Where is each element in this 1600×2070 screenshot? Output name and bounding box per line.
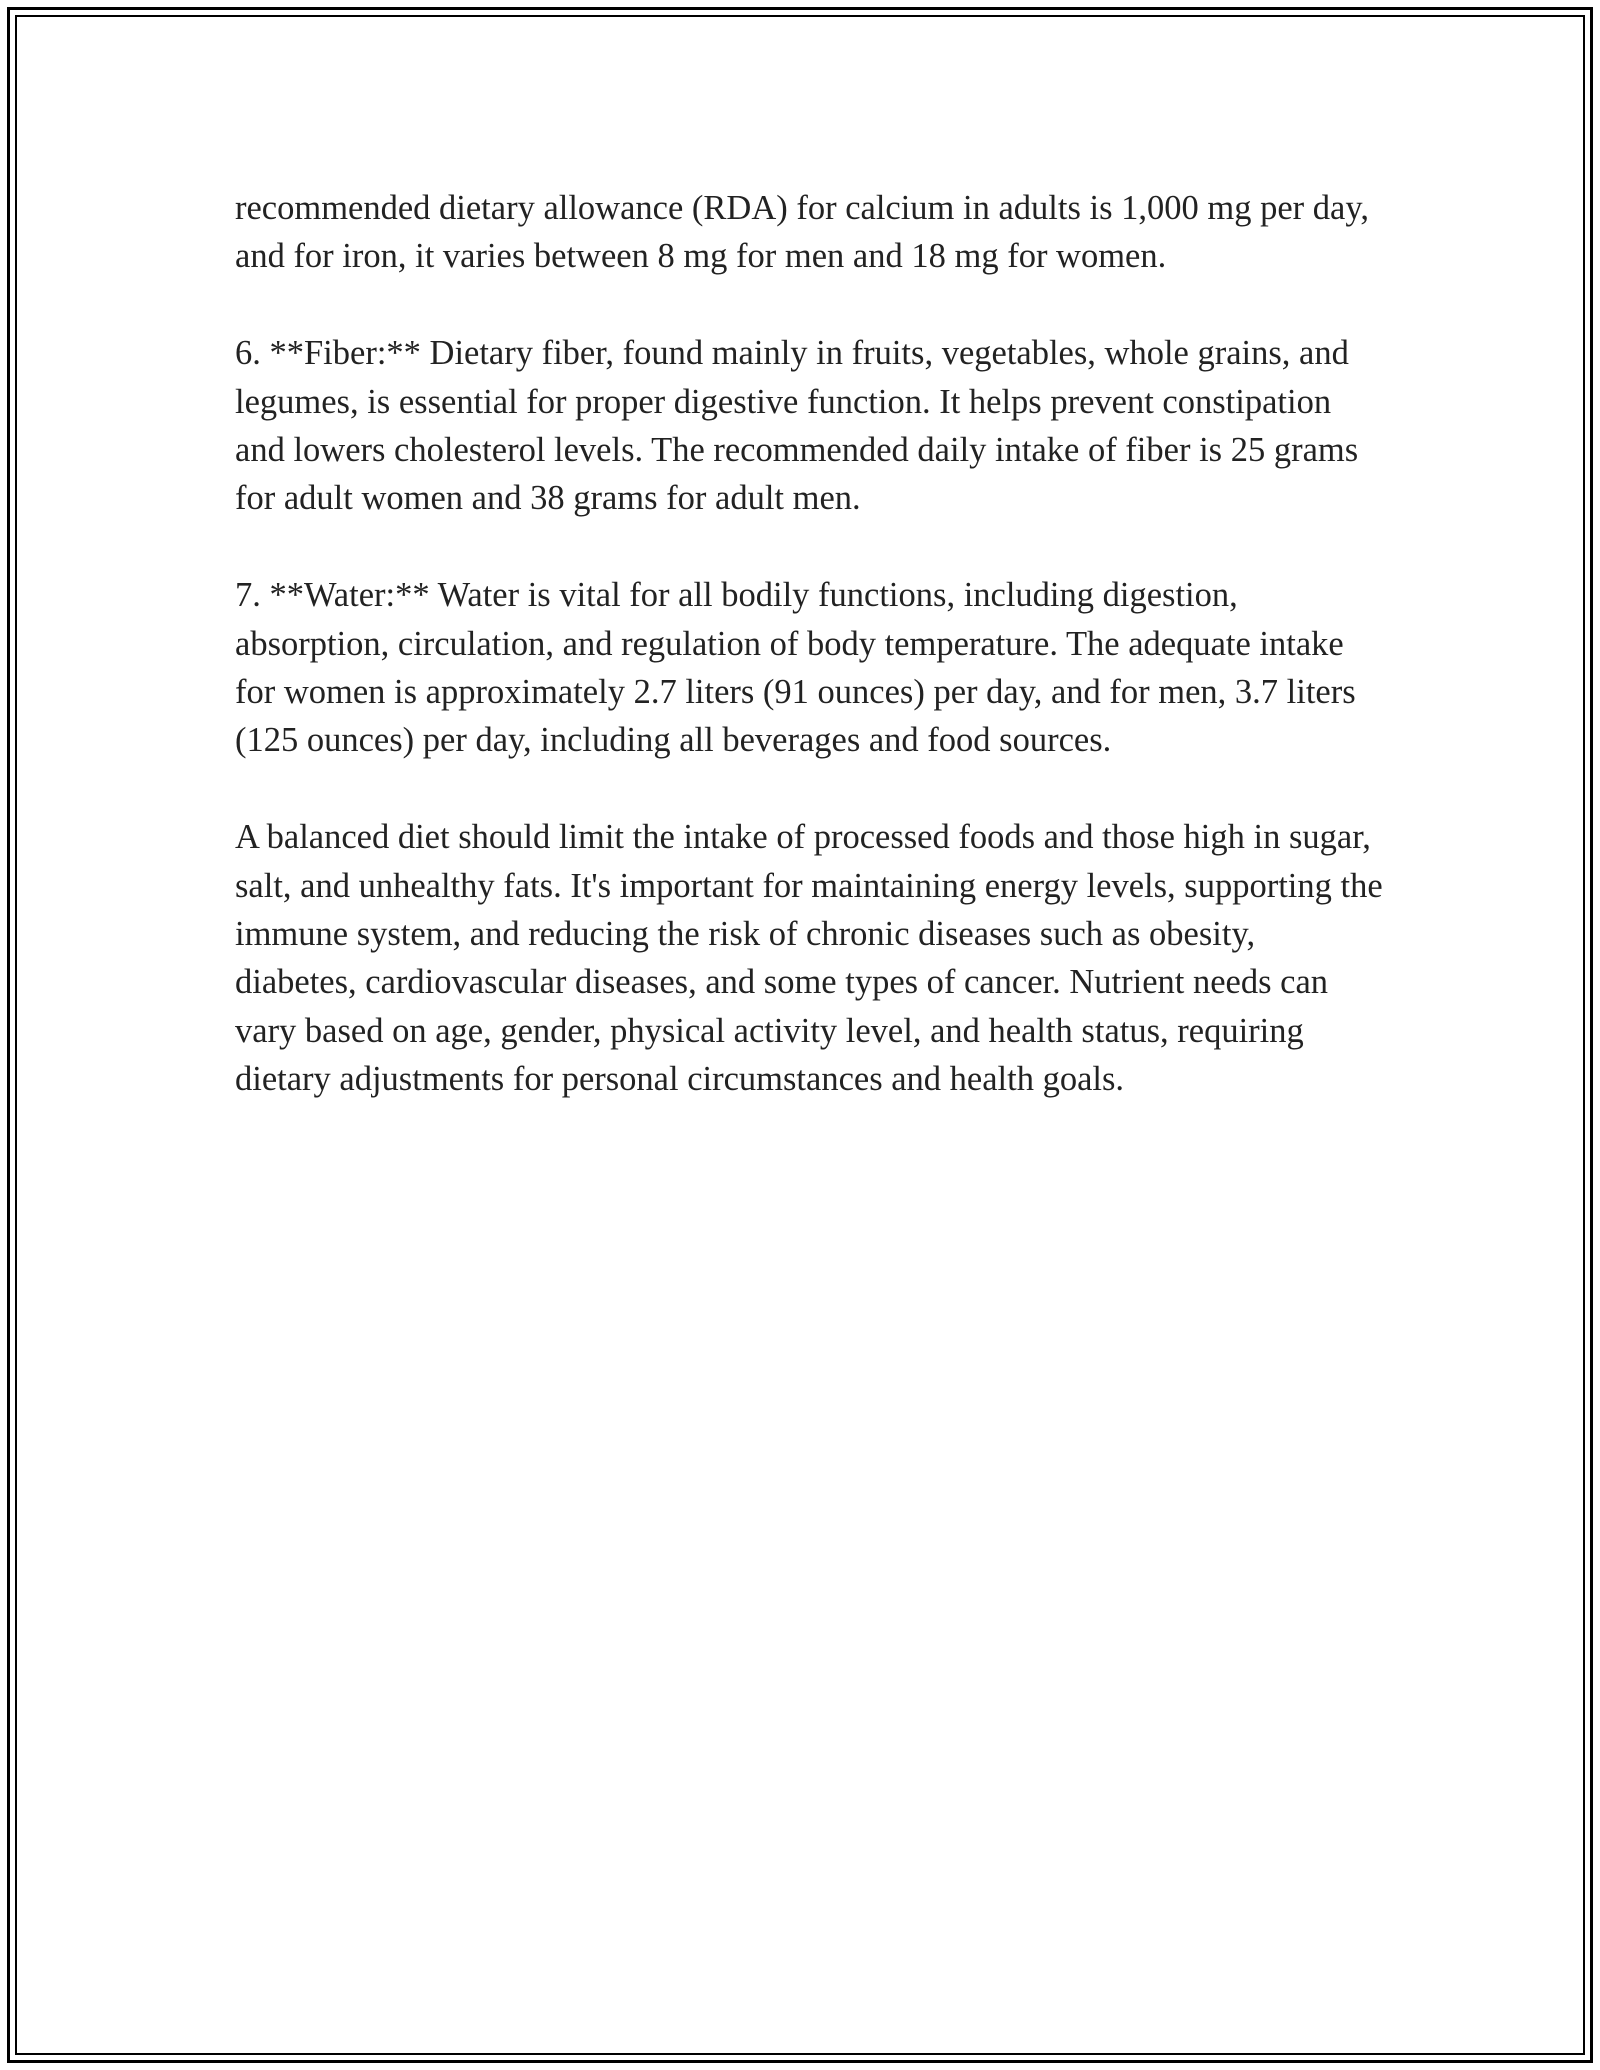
paragraph-balanced-diet: A balanced diet should limit the intake of processed foods and those high in sugar, salt, and unhealthy fats. It's important for maintaining energy levels, supporting the immune system, and reducing the risk of chronic diseases such as obesity, diabetes, cardiovascular diseases, and some types of cancer. Nutrient needs can vary based on age, gender, physical activity level, and health status, requiring dietary adjustments for personal circumstances and health goals. [235, 818, 1383, 1099]
paragraph-fiber: 6. **Fiber:** Dietary fiber, found mainly in fruits, vegetables, whole grains, and legumes, is essential for proper digestive function. It helps prevent constipation and lowers cholesterol levels. The recommended daily intake of fiber is 25 grams for adult women and 38 grams for adult men. [235, 334, 1359, 518]
document-body [235, 184, 1385, 1152]
paragraph-water: 7. **Water:** Water is vital for all bodily functions, including digestion, absorption, circulation, and regulation of body temperature. The adequate intake for women is approximately 2.7 liters (91 ounces) per day, and for men, 3.7 liters (125 ounces) per day, including all beverages and food sources. [235, 576, 1356, 760]
paragraph-rda-continuation: recommended dietary allowance (RDA) for calcium in adults is 1,000 mg per day, and for iron, it varies between 8 mg for men and 18 mg for women. [235, 189, 1369, 276]
